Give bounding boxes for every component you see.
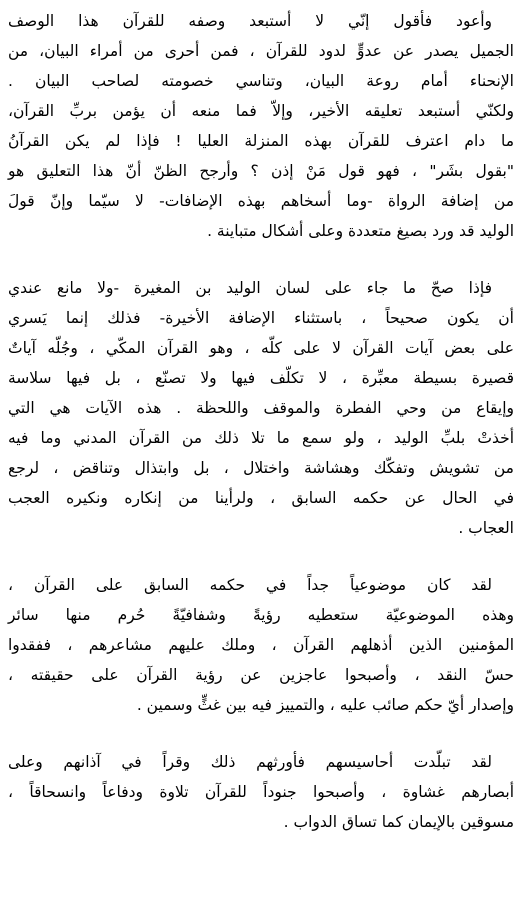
text-line: على بعض آيات القرآن لا على كلّه ، وهو القرآن المكّي ، وجُلّه آياتٌ: [8, 339, 514, 357]
text-line: العجاب .: [458, 519, 514, 537]
text-line: الإنحناء أمام روعة البيان، وتناسي خصومته لصاحب البيان .: [8, 72, 514, 90]
text-line: ولكنّي أستبعد تعليقه الأخير، وإلاّ فما منعه أن يؤمن بربِّ القرآن،: [8, 102, 514, 120]
text-line: أبصارهم غشاوة ، وأصبحوا جنوداً للقرآن تلاوة ودفاعاً وانسحاقاً ،: [8, 783, 514, 801]
text-line: وأعود فأقول إنّي لا أستبعد وصفه للقرآن هذا الوصف: [8, 12, 492, 30]
paragraph-gap: [8, 720, 514, 747]
text-line: في الحال عن حكمه السابق ، ولرأينا من إنكاره ونكيره العجب: [8, 489, 514, 507]
text-line: حسّ النقد ، وأصبحوا عاجزين عن رؤية القرآن على حقيقته ،: [8, 666, 514, 684]
text-line: "بقول بشَر" ، فهو قول مَنْ إذن ؟ وأرجح الظنّ أنّ هذا التعليق هو: [8, 162, 514, 180]
paragraph-4: [8, 747, 514, 837]
paragraph-gap: [8, 543, 514, 570]
text-line: من تشويش وتفكّك وهشاشة واختلال ، بل وابتذال وتناقض ، لرجع: [8, 459, 514, 477]
paragraph-1: [8, 6, 514, 246]
text-line: المؤمنين الذين أذهلهم القرآن ، وملك عليهم مشاعرهم ، ففقدوا: [8, 636, 514, 654]
paragraph-3: [8, 570, 514, 720]
text-line: وهذه الموضوعيّة ستعطيه رؤيةً وشفافيّةً حُرم منها سائر: [8, 606, 514, 624]
text-line: أخذتْ بلبِّ الوليد ، ولو سمع ما تلا ذلك من القرآن المدني وما فيه: [8, 429, 514, 447]
text-line: قصيرة بسيطة معبِّرة ، لا تكلّف فيها ولا تصنّع ، بل فيها سلاسة: [8, 369, 514, 387]
paragraph-gap: [8, 246, 514, 273]
paragraph-2: [8, 273, 514, 543]
text-line: الجميل يصدر عن عدوٍّ لدود للقرآن ، فمن أحرى من أمراء البيان، من: [8, 42, 514, 60]
text-line: من إضافة الرواة -وما أسخاهم بهذه الإضافات- لا سيّما وإنّ قولَ: [8, 192, 514, 210]
text-line: لقد كان موضوعياً جداً في حكمه السابق على القرآن ،: [8, 576, 492, 594]
text-line: وإصدار أيّ حكم صائب عليه ، والتمييز فيه بين غثٍّ وسمين .: [136, 696, 514, 714]
text-line: مسوقين بالإيمان كما تساق الدواب .: [283, 813, 514, 831]
text-line: فإذا صحّ ما جاء على لسان الوليد بن المغيرة -ولا مانع عندي: [8, 279, 492, 297]
text-line: أن يكون صحيحاً ، باستثناء الإضافة الأخيرة- فذلك إنما يَسري: [8, 309, 514, 327]
text-line: ما دام اعترف للقرآن بهذه المنزلة العليا ! فإذا لم يكن القرآنُ: [8, 132, 514, 150]
text-line: لقد تبلّدت أحاسيسهم فأورثهم ذلك وقراً في آذانهم وعلى: [8, 753, 492, 771]
text-line: وإيقاع من وحي الفطرة والموقف واللحظة . هذه الآيات هي التي: [8, 399, 514, 417]
text-line: الوليد قد ورد بصيغ متعددة وعلى أشكال متباينة .: [207, 222, 514, 240]
